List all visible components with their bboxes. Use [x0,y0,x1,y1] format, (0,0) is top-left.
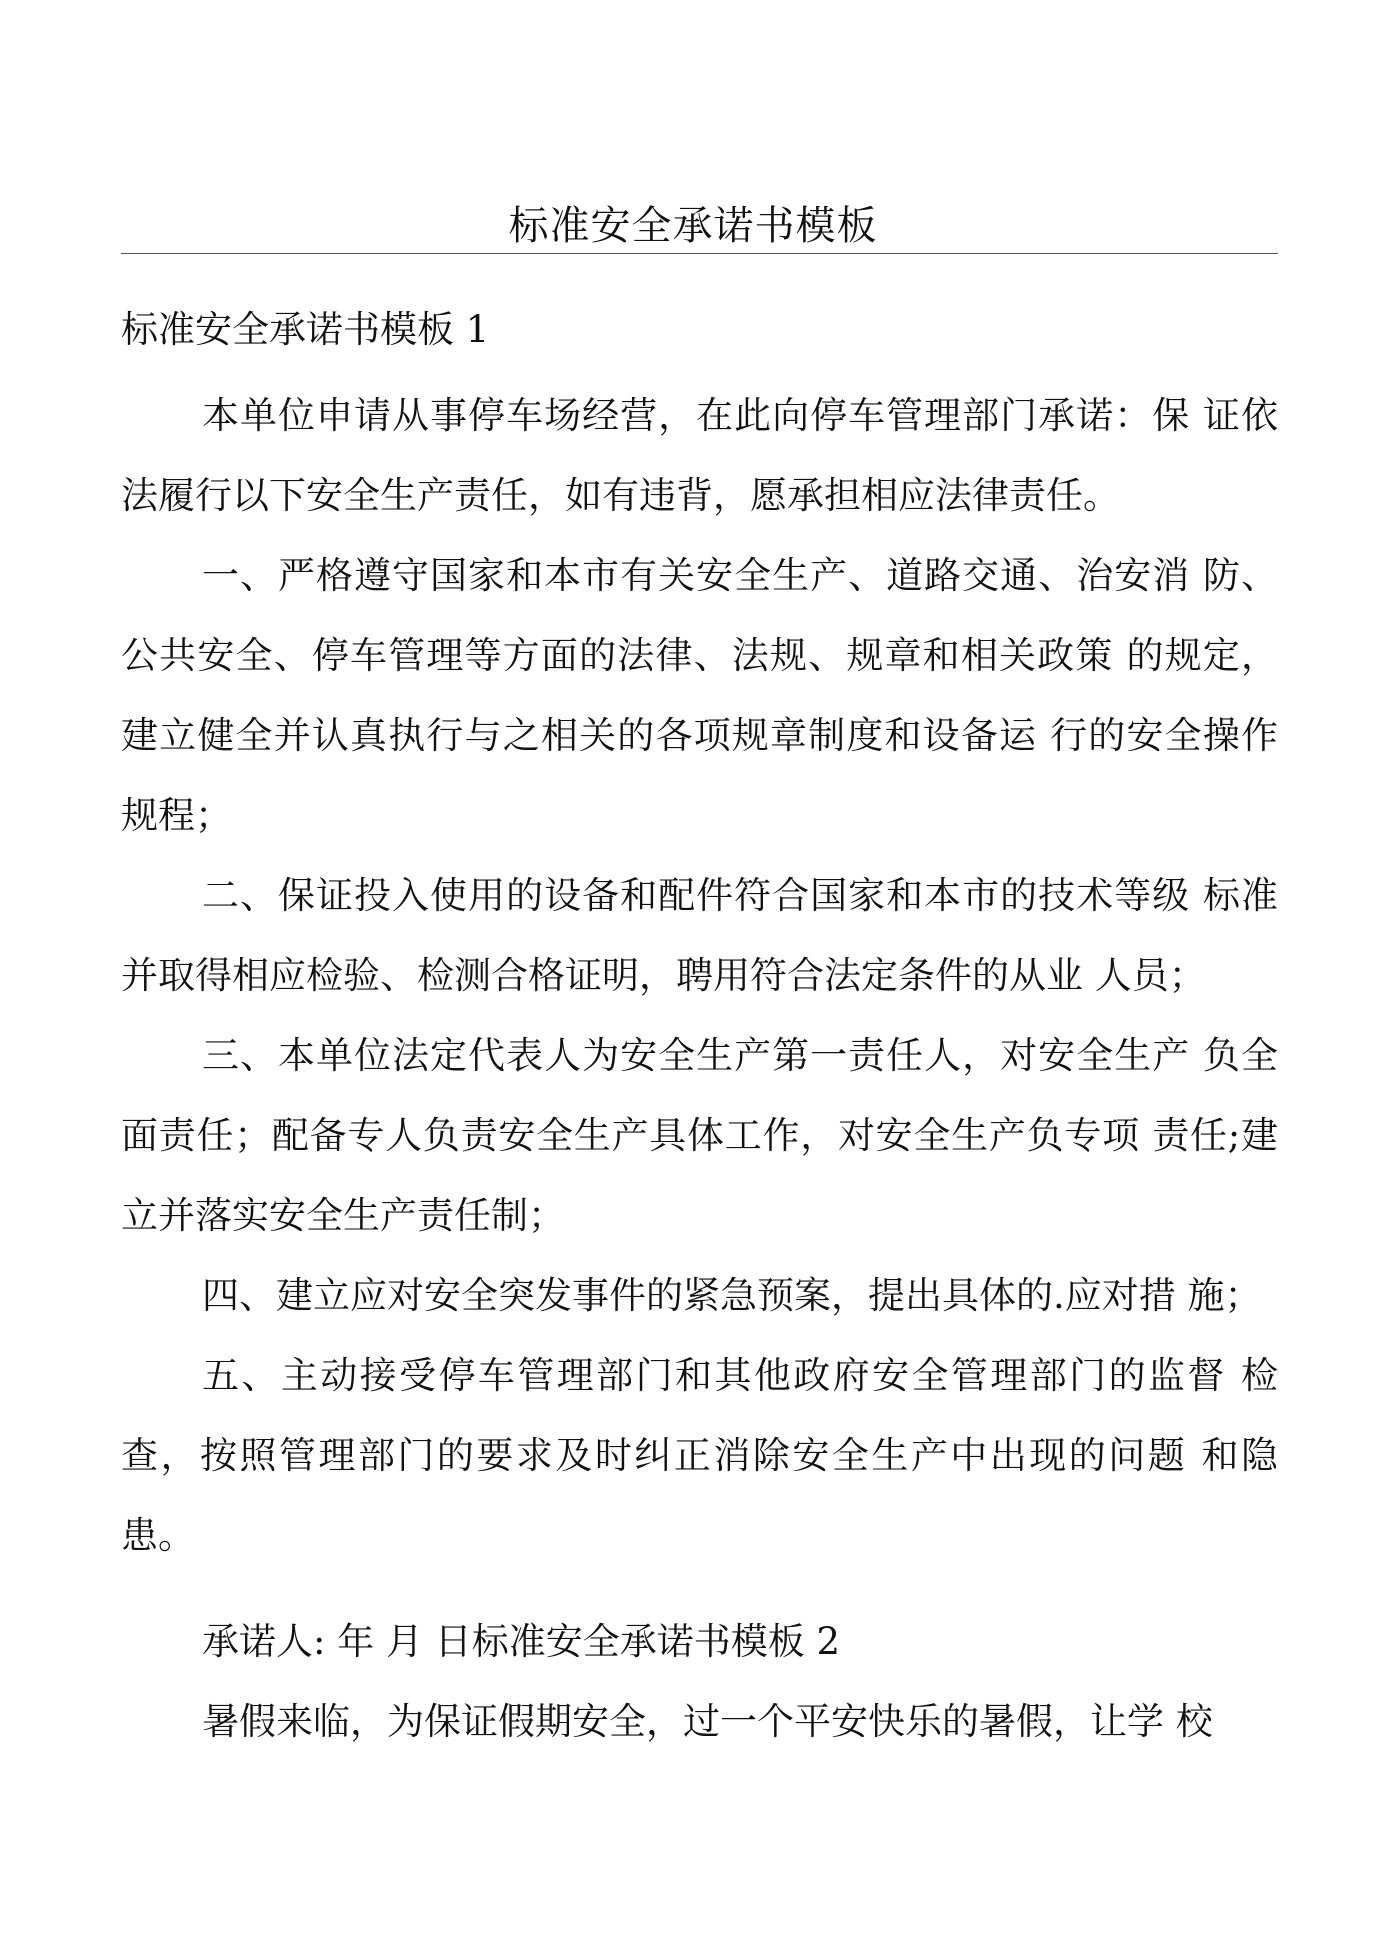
paragraph-item-2: 二、保证投入使用的设备和配件符合国家和本市的技术等级 标准并取得相应检验、检测合格证明，聘用符合法定条件的从业 人员； [121,874,1278,997]
paragraph-item-4: 四、建立应对安全突发事件的紧急预案，提出具体的.应对措 施； [202,1274,1262,1317]
paragraph-item-1: 一、严格遵守国家和本市有关安全生产、道路交通、治安消 防、公共安全、停车管理等方面的法律、法规、规章和相关政策 的规定，建立健全并认真执行与之相关的各项规章制度和设备运 行的安全操作规程； [121,554,1278,837]
paragraph-template-2: 暑假来临，为保证假期安全，过一个平安快乐的暑假，让学 校 [202,1700,1213,1743]
document-body [121,290,1278,1762]
signature-line: 承诺人: 年 月 日标准安全承诺书模板 2 [202,1620,841,1663]
document-title: 标准安全承诺书模板 [508,203,878,249]
paragraph-intro: 本单位申请从事停车场经营，在此向停车管理部门承诺：保 证依法履行以下安全生产责任，如有违背，愿承担相应法律责任。 [121,394,1278,517]
paragraph-item-3: 三、本单位法定代表人为安全生产第一责任人，对安全生产 负全面责任；配备专人负责安全生产具体工作，对安全生产负专项 责任;建立并落实安全生产责任制； [121,1034,1278,1237]
section-heading: 标准安全承诺书模板 1 [121,308,490,351]
paragraph-item-5: 五、主动接受停车管理部门和其他政府安全管理部门的监督 检查，按照管理部门的要求及时纠正消除安全生产中出现的问题 和隐患。 [121,1354,1278,1557]
title-divider [121,253,1278,254]
